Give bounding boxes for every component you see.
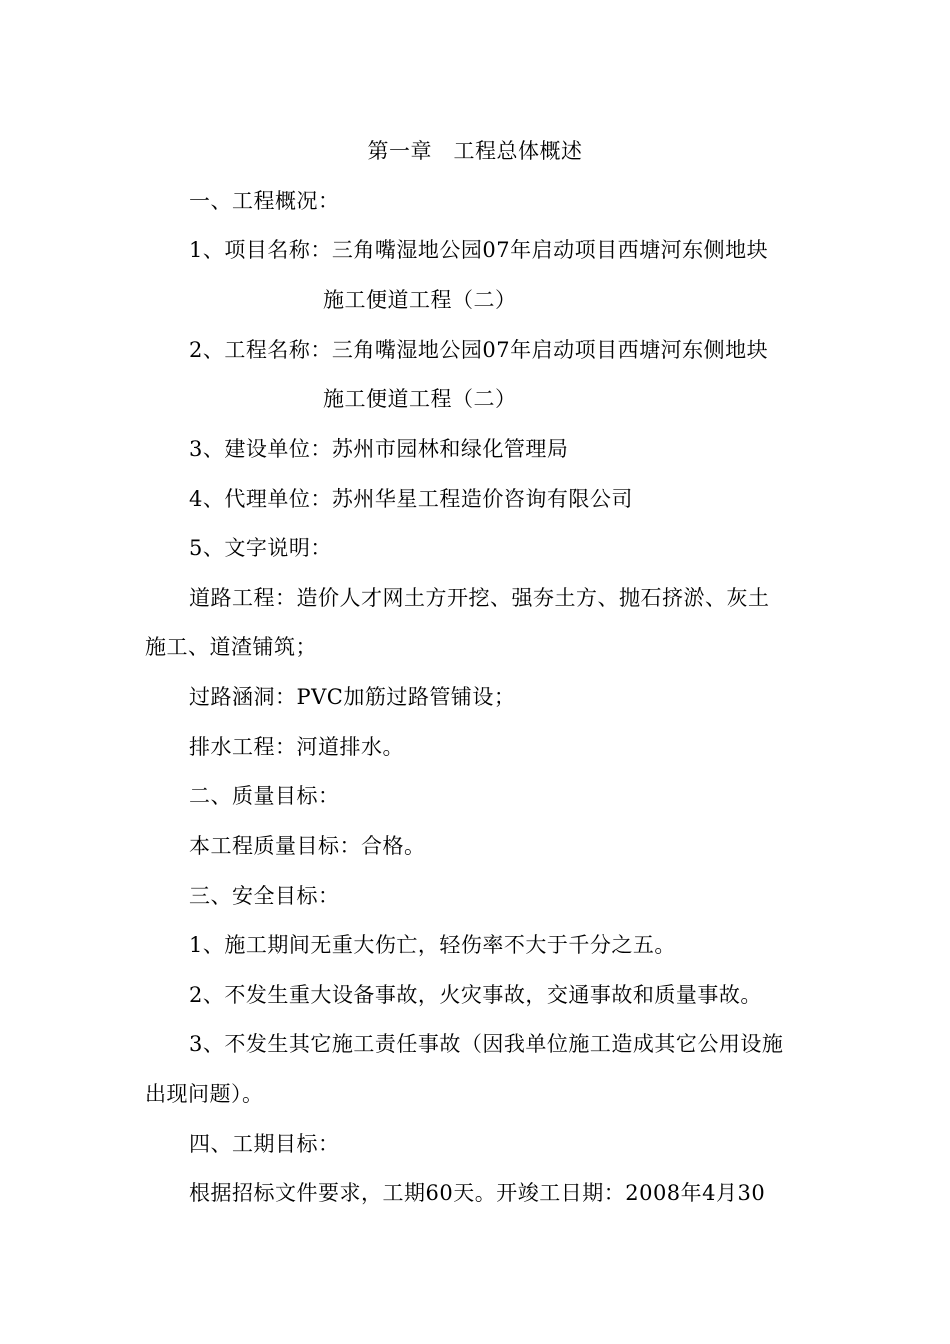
schedule-line: 根据招标文件要求，工期60天。开竣工日期：2008年4月30 [189,1181,766,1205]
section-heading-safety: 三、安全目标： [189,884,340,908]
project-name-continuation: 施工便道工程（二） [323,288,517,312]
safety-target-2: 2、不发生重大设备事故，火灾事故，交通事故和质量事故。 [189,983,762,1007]
culvert-line: 过路涵洞：PVC加筋过路管铺设； [189,685,516,709]
text-description-heading: 5、文字说明： [189,536,332,560]
chapter-title: 第一章 工程总体概述 [367,139,583,163]
section-heading-overview: 一、工程概况： [189,189,340,213]
safety-target-3: 3、不发生其它施工责任事故（因我单位施工造成其它公用设施 [189,1032,784,1056]
safety-target-3-continuation: 出现问题）。 [145,1082,264,1106]
agency-unit-line: 4、代理单位：苏州华星工程造价咨询有限公司 [189,487,633,511]
drainage-line: 排水工程：河道排水。 [189,735,404,759]
project-name-line: 1、项目名称：三角嘴湿地公园07年启动项目西塘河东侧地块 [189,238,769,262]
road-works-continuation: 施工、道渣铺筑； [145,635,317,659]
engineering-name-line: 2、工程名称：三角嘴湿地公园07年启动项目西塘河东侧地块 [189,338,769,362]
section-heading-schedule: 四、工期目标： [189,1132,340,1156]
construction-unit-line: 3、建设单位：苏州市园林和绿化管理局 [189,437,569,461]
section-heading-quality: 二、质量目标： [189,784,340,808]
quality-target-line: 本工程质量目标：合格。 [189,834,426,858]
engineering-name-continuation: 施工便道工程（二） [323,387,517,411]
road-works-line: 道路工程：造价人才网土方开挖、强夯土方、抛石挤淤、灰土 [189,586,770,610]
safety-target-1: 1、施工期间无重大伤亡，轻伤率不大于千分之五。 [189,933,676,957]
